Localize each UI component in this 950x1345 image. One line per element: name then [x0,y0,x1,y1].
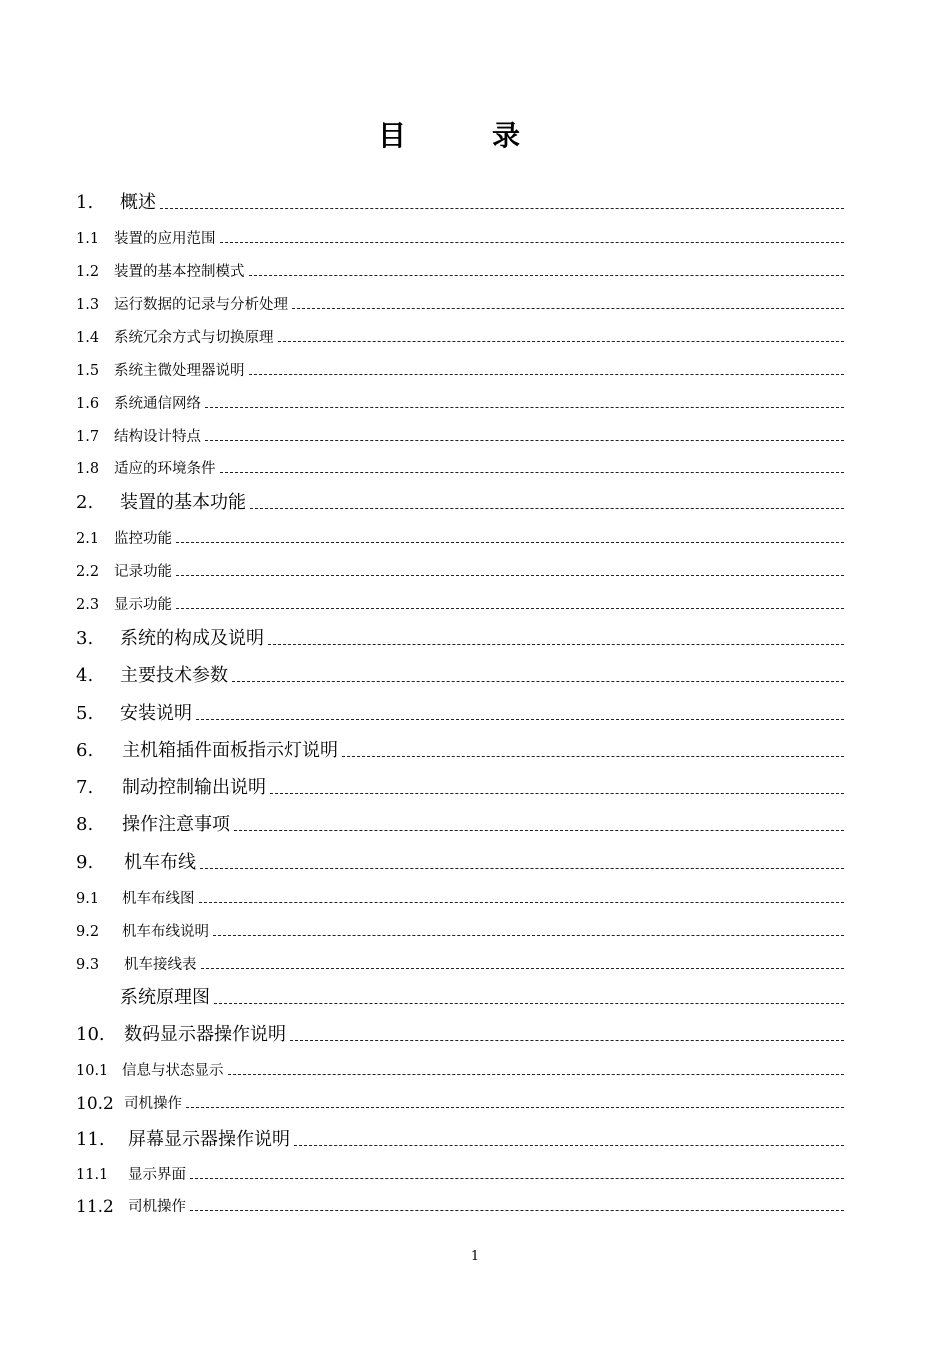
toc-entry-number: 9.3 [76,957,100,973]
toc-entry[interactable] [76,1128,844,1152]
toc-leader [213,935,844,936]
toc-entry-number: 10.1 [76,1063,109,1079]
toc-entry-title: 系统的构成及说明 [120,628,264,649]
toc-entry-title: 运行数据的记录与分析处理 [114,297,288,313]
toc-leader [199,902,845,903]
toc-entry[interactable] [76,889,844,909]
toc-entry[interactable] [76,813,844,837]
toc-entry[interactable] [76,739,844,763]
toc-entry-title: 主要技术参数 [120,665,228,686]
toc-entry[interactable] [76,491,844,515]
toc-title [0,116,950,156]
toc-entry-number: 5. [76,703,94,724]
toc-entry-title: 数码显示器操作说明 [124,1024,286,1045]
toc-entry-number: 1.1 [76,231,100,247]
toc-leader [270,793,844,794]
toc-entry-title: 主机箱插件面板指示灯说明 [122,740,338,761]
toc-entry[interactable] [76,922,844,942]
toc-leader [268,644,844,645]
toc-entry[interactable] [76,627,844,651]
toc-leader [176,542,844,543]
toc-entry[interactable] [76,1165,844,1185]
toc-entry-number: 6. [76,740,94,761]
toc-entry-title: 安装说明 [120,703,192,724]
toc-leader [232,681,844,682]
toc-leader [342,756,844,757]
toc-entry[interactable] [76,529,844,549]
toc-entry[interactable] [76,459,844,479]
toc-entry-number: 1.5 [76,363,100,379]
toc-entry-title: 机车布线图 [122,891,195,907]
toc-entry-title: 司机操作 [128,1199,186,1215]
toc-leader [190,1210,844,1211]
toc-leader [201,968,845,969]
toc-entry[interactable] [76,328,844,348]
toc-entry-title: 系统主微处理器说明 [114,363,245,379]
toc-entry-number: 1.3 [76,297,100,313]
toc-entry-title: 概述 [120,192,156,213]
toc-entry-title: 系统原理图 [120,987,210,1008]
toc-entry-title: 适应的环境条件 [114,461,216,477]
toc-entry-number: 11.2 [76,1197,114,1217]
toc-entry-title: 机车布线 [124,852,196,873]
toc-entry-number: 4. [76,665,94,686]
toc-entry-number: 10. [76,1024,105,1045]
toc-entry[interactable] [76,1061,844,1081]
toc-entry[interactable] [76,986,844,1010]
toc-entry-title: 显示功能 [114,597,172,613]
toc-title-char-2: 录 [492,119,521,152]
toc-leader [294,1145,844,1146]
toc-entry-number: 2. [76,492,94,513]
toc-leader [190,1178,844,1179]
toc-leader [176,575,844,576]
toc-leader [160,208,844,209]
toc-leader [214,1003,844,1004]
toc-entry-title: 监控功能 [114,531,172,547]
toc-entry[interactable] [76,851,844,875]
toc-entry-number: 2.2 [76,564,100,580]
toc-leader [205,407,844,408]
toc-leader [290,1040,844,1041]
toc-entry-title: 制动控制输出说明 [122,777,266,798]
toc-entry-title: 机车接线表 [124,957,197,973]
toc-entry-title: 司机操作 [124,1096,182,1112]
toc-entry[interactable] [76,295,844,315]
toc-entry[interactable] [76,1197,844,1217]
toc-entry-number: 2.3 [76,597,100,613]
toc-entry-number: 2.1 [76,531,100,547]
toc-entry-number: 11.1 [76,1167,109,1183]
toc-entry[interactable] [76,229,844,249]
toc-entry[interactable] [76,562,844,582]
toc-leader [249,275,845,276]
toc-entry[interactable] [76,1094,844,1114]
toc-entry-title: 机车布线说明 [122,924,209,940]
toc-entry-title: 信息与状态显示 [122,1063,224,1079]
toc-entry-number: 1. [76,192,94,213]
toc-leader [278,341,845,342]
toc-title-char-1: 目 [378,119,407,152]
toc-entry[interactable] [76,776,844,800]
toc-entry-title: 系统冗余方式与切换原理 [114,330,274,346]
toc-entry-number: 8. [76,814,94,835]
toc-leader [205,440,844,441]
toc-entry-number: 9. [76,852,94,873]
toc-entry-number: 7. [76,777,94,798]
toc-entry-title: 结构设计特点 [114,429,201,445]
toc-entry[interactable] [76,394,844,414]
toc-entry-number: 3. [76,628,94,649]
toc-entry-title: 记录功能 [114,564,172,580]
toc-entry-title: 显示界面 [128,1167,186,1183]
toc-entry[interactable] [76,955,844,975]
toc-leader [196,719,844,720]
toc-leader [220,242,845,243]
toc-entry[interactable] [76,262,844,282]
toc-entry-title: 装置的基本控制模式 [114,264,245,280]
toc-entry-number: 9.2 [76,924,100,940]
toc-entry-title: 操作注意事项 [122,814,230,835]
toc-leader [249,374,845,375]
toc-entry-number: 10.2 [76,1094,114,1114]
toc-leader [200,868,844,869]
toc-entry[interactable] [76,595,844,615]
toc-leader [220,472,845,473]
toc-leader [228,1074,845,1075]
toc-leader [250,508,844,509]
toc-entry-number: 1.4 [76,330,100,346]
toc-entry[interactable] [76,664,844,688]
toc-entry-number: 11. [76,1129,105,1150]
toc-leader [234,830,844,831]
toc-entry[interactable] [76,361,844,381]
toc-entry-title: 屏幕显示器操作说明 [128,1129,290,1150]
toc-entry-number: 9.1 [76,891,100,907]
toc-leader [292,308,844,309]
toc-entry-number: 1.6 [76,396,100,412]
toc-entry-number: 1.8 [76,461,100,477]
toc-entry[interactable] [76,702,844,726]
toc-entry-number: 1.2 [76,264,100,280]
toc-entry-title: 系统通信网络 [114,396,201,412]
toc-leader [176,608,844,609]
toc-entry[interactable] [76,1023,844,1047]
toc-entry-title: 装置的应用范围 [114,231,216,247]
toc-entry-title: 装置的基本功能 [120,492,246,513]
toc-entry-number: 1.7 [76,429,100,445]
toc-entry[interactable] [76,191,844,215]
page-number: 1 [470,1249,480,1264]
toc-leader [186,1107,844,1108]
toc-entry[interactable] [76,427,844,447]
